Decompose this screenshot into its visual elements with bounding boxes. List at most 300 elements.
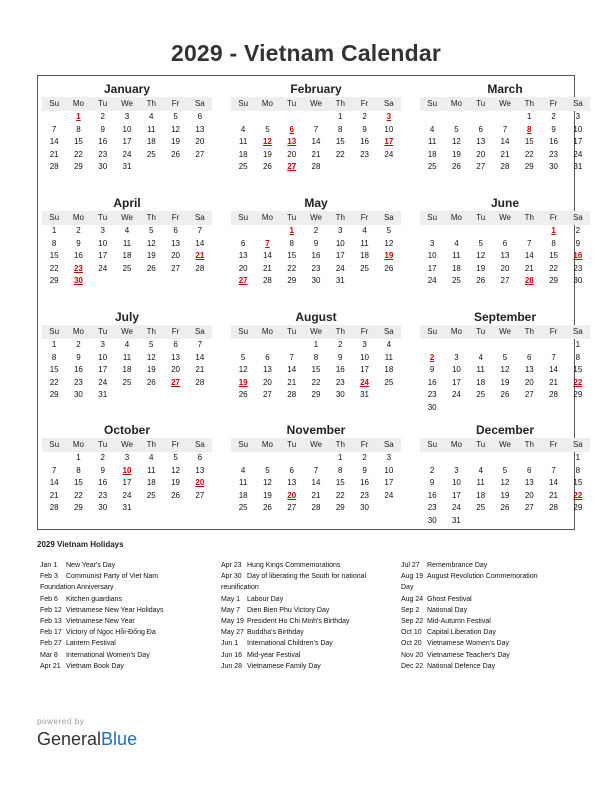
day-cell[interactable]: 11 [147,124,156,134]
day-cell[interactable]: 27 [287,162,297,171]
day-cell[interactable]: 12 [384,238,394,248]
day-cell[interactable]: 31 [360,390,370,399]
day-cell[interactable]: 25 [238,503,248,512]
day-cell[interactable]: 9 [100,124,105,134]
day-cell[interactable]: 27 [238,276,248,285]
day-cell[interactable]: 24 [360,377,370,387]
day-cell[interactable]: 12 [171,465,181,475]
day-cell[interactable]: 28 [195,263,205,273]
day-cell[interactable]: 24 [335,263,345,273]
day-cell[interactable]: 23 [73,377,83,387]
day-cell[interactable]: 11 [452,251,461,260]
day-cell[interactable]: 19 [451,149,461,159]
day-cell[interactable]: 30 [360,503,370,512]
day-cell[interactable]: 7 [313,465,319,475]
day-cell[interactable]: 11 [122,352,132,362]
day-cell[interactable]: 6 [173,340,178,349]
day-cell[interactable]: 19 [171,478,181,487]
day-cell[interactable]: 30 [98,162,108,171]
day-cell[interactable]: 21 [311,490,321,500]
day-cell[interactable]: 26 [262,503,272,512]
day-cell[interactable]: 1 [575,340,581,349]
day-cell[interactable]: 17 [98,251,108,260]
day-cell[interactable]: 16 [360,137,370,146]
day-cell[interactable]: 12 [146,238,156,248]
day-cell[interactable]: 21 [524,263,534,273]
day-cell[interactable]: 23 [360,490,370,500]
day-cell[interactable]: 22 [573,377,583,387]
day-cell[interactable]: 28 [262,276,272,285]
day-cell[interactable]: 9 [362,124,367,134]
day-cell[interactable]: 8 [527,124,532,134]
day-cell[interactable]: 28 [195,377,205,387]
day-cell[interactable]: 20 [171,365,181,374]
day-cell[interactable]: 15 [549,251,559,260]
day-cell[interactable]: 14 [549,365,559,374]
day-cell[interactable]: 5 [265,465,270,475]
day-cell[interactable]: 5 [386,226,392,235]
day-cell[interactable]: 6 [289,124,294,134]
day-cell[interactable]: 11 [476,365,485,374]
day-cell[interactable]: 8 [338,124,343,134]
day-cell[interactable]: 4 [478,465,483,475]
day-cell[interactable]: 21 [287,377,297,387]
day-cell[interactable]: 14 [311,478,321,487]
day-cell[interactable]: 27 [195,490,205,500]
day-cell[interactable]: 3 [454,352,459,362]
day-cell[interactable]: 26 [262,162,272,171]
day-cell[interactable]: 13 [238,251,248,260]
day-cell[interactable]: 27 [500,276,510,285]
day-cell[interactable]: 4 [362,226,367,235]
day-cell[interactable]: 4 [478,352,483,362]
day-cell[interactable]: 2 [362,453,367,462]
day-cell[interactable]: 7 [527,238,532,248]
day-cell[interactable]: 5 [240,352,246,362]
day-cell[interactable]: 3 [362,340,367,349]
day-cell[interactable]: 19 [238,377,248,387]
day-cell[interactable]: 30 [573,276,583,285]
day-cell[interactable]: 9 [338,352,343,362]
day-cell[interactable]: 10 [122,124,132,134]
day-cell[interactable]: 18 [476,377,486,387]
day-cell[interactable]: 12 [500,478,510,487]
day-cell[interactable]: 10 [335,238,345,248]
day-cell[interactable]: 29 [287,276,297,285]
day-cell[interactable]: 15 [524,137,534,146]
day-cell[interactable]: 17 [451,377,461,387]
day-cell[interactable]: 25 [360,263,370,273]
day-cell[interactable]: 22 [73,490,83,500]
day-cell[interactable]: 18 [122,365,132,374]
day-cell[interactable]: 8 [76,124,81,134]
day-cell[interactable]: 18 [238,490,248,500]
day-cell[interactable]: 20 [500,263,510,273]
day-cell[interactable]: 2 [338,340,343,349]
day-cell[interactable]: 11 [427,137,437,146]
day-cell[interactable]: 30 [549,162,559,171]
day-cell[interactable]: 20 [195,137,205,146]
day-cell[interactable]: 15 [49,365,59,374]
day-cell[interactable]: 26 [146,263,156,273]
day-cell[interactable]: 12 [476,251,486,260]
day-cell[interactable]: 28 [500,162,510,171]
day-cell[interactable]: 15 [287,251,297,260]
day-cell[interactable]: 25 [122,263,132,273]
day-cell[interactable]: 13 [195,465,205,475]
day-cell[interactable]: 7 [51,124,57,134]
day-cell[interactable]: 12 [238,365,248,374]
day-cell[interactable]: 9 [313,238,319,248]
day-cell[interactable]: 5 [454,124,459,134]
day-cell[interactable]: 24 [384,149,394,159]
day-cell[interactable]: 7 [551,352,556,362]
day-cell[interactable]: 16 [311,251,321,260]
day-cell[interactable]: 25 [122,377,132,387]
day-cell[interactable]: 29 [573,503,583,512]
day-cell[interactable]: 1 [338,112,343,121]
day-cell[interactable]: 17 [98,365,108,374]
day-cell[interactable]: 3 [386,453,392,462]
day-cell[interactable]: 10 [98,352,108,362]
day-cell[interactable]: 9 [429,365,435,374]
day-cell[interactable]: 2 [551,112,556,121]
day-cell[interactable]: 9 [429,478,435,487]
day-cell[interactable]: 28 [524,276,534,285]
day-cell[interactable]: 1 [51,340,57,349]
day-cell[interactable]: 23 [335,377,345,387]
day-cell[interactable]: 14 [195,238,205,248]
day-cell[interactable]: 4 [454,238,459,248]
day-cell[interactable]: 23 [427,390,437,399]
day-cell[interactable]: 12 [262,137,272,146]
day-cell[interactable]: 7 [551,465,556,475]
day-cell[interactable]: 28 [549,503,559,512]
day-cell[interactable]: 18 [360,251,370,260]
day-cell[interactable]: 2 [313,226,319,235]
day-cell[interactable]: 18 [427,149,437,159]
day-cell[interactable]: 24 [98,263,108,273]
day-cell[interactable]: 9 [575,238,581,248]
day-cell[interactable]: 30 [427,515,437,525]
day-cell[interactable]: 7 [502,124,508,134]
day-cell[interactable]: 20 [171,251,181,260]
day-cell[interactable]: 14 [195,352,205,362]
day-cell[interactable]: 19 [146,251,156,260]
day-cell[interactable]: 22 [311,377,321,387]
day-cell[interactable]: 15 [335,137,345,146]
day-cell[interactable]: 29 [335,503,345,512]
day-cell[interactable]: 23 [360,149,370,159]
day-cell[interactable]: 4 [149,112,154,121]
day-cell[interactable]: 5 [173,112,178,121]
day-cell[interactable]: 6 [265,352,270,362]
day-cell[interactable]: 12 [146,352,156,362]
day-cell[interactable]: 8 [76,465,81,475]
day-cell[interactable]: 27 [524,503,534,512]
day-cell[interactable]: 25 [146,490,156,500]
day-cell[interactable]: 10 [573,124,583,134]
day-cell[interactable]: 13 [476,137,486,146]
day-cell[interactable]: 1 [313,340,319,349]
day-cell[interactable]: 21 [195,365,205,374]
day-cell[interactable]: 14 [524,251,534,260]
day-cell[interactable]: 23 [98,490,108,500]
day-cell[interactable]: 16 [427,377,437,387]
day-cell[interactable]: 15 [573,478,583,487]
day-cell[interactable]: 16 [427,490,437,500]
day-cell[interactable]: 18 [384,365,394,374]
day-cell[interactable]: 23 [98,149,108,159]
day-cell[interactable]: 5 [149,340,154,349]
day-cell[interactable]: 8 [551,238,556,248]
day-cell[interactable]: 15 [49,251,59,260]
day-cell[interactable]: 27 [287,503,297,512]
day-cell[interactable]: 5 [265,124,270,134]
day-cell[interactable]: 3 [429,238,435,248]
day-cell[interactable]: 30 [73,390,83,399]
day-cell[interactable]: 3 [575,112,581,121]
day-cell[interactable]: 23 [573,263,583,273]
day-cell[interactable]: 4 [240,465,246,475]
day-cell[interactable]: 5 [502,352,508,362]
day-cell[interactable]: 24 [451,390,461,399]
day-cell[interactable]: 8 [575,465,581,475]
day-cell[interactable]: 16 [73,365,83,374]
day-cell[interactable]: 1 [289,226,294,235]
day-cell[interactable]: 11 [238,137,248,146]
day-cell[interactable]: 2 [76,226,81,235]
day-cell[interactable]: 27 [171,377,181,387]
day-cell[interactable]: 30 [427,402,437,412]
day-cell[interactable]: 25 [146,149,156,159]
day-cell[interactable]: 15 [335,478,345,487]
day-cell[interactable]: 15 [573,365,583,374]
day-cell[interactable]: 18 [122,251,132,260]
day-cell[interactable]: 23 [427,503,437,512]
day-cell[interactable]: 28 [287,390,297,399]
day-cell[interactable]: 13 [262,365,272,374]
day-cell[interactable]: 19 [500,377,510,387]
day-cell[interactable]: 8 [338,465,343,475]
day-cell[interactable]: 8 [289,238,294,248]
day-cell[interactable]: 26 [384,263,394,273]
day-cell[interactable]: 13 [287,478,297,487]
day-cell[interactable]: 27 [476,162,486,171]
day-cell[interactable]: 17 [573,137,583,146]
day-cell[interactable]: 11 [384,352,393,362]
day-cell[interactable]: 18 [476,490,486,500]
day-cell[interactable]: 15 [73,478,83,487]
day-cell[interactable]: 1 [338,453,343,462]
day-cell[interactable]: 4 [124,226,130,235]
day-cell[interactable]: 7 [313,124,319,134]
day-cell[interactable]: 19 [476,263,486,273]
day-cell[interactable]: 6 [478,124,483,134]
day-cell[interactable]: 14 [262,251,272,260]
day-cell[interactable]: 19 [171,137,181,146]
day-cell[interactable]: 29 [311,390,321,399]
day-cell[interactable]: 22 [524,149,534,159]
day-cell[interactable]: 18 [451,263,461,273]
day-cell[interactable]: 3 [124,112,130,121]
day-cell[interactable]: 21 [49,490,59,500]
day-cell[interactable]: 31 [451,515,461,525]
day-cell[interactable]: 17 [384,478,394,487]
day-cell[interactable]: 11 [476,478,485,487]
day-cell[interactable]: 25 [238,162,248,171]
day-cell[interactable]: 3 [454,465,459,475]
day-cell[interactable]: 17 [384,137,394,146]
day-cell[interactable]: 1 [551,226,556,235]
day-cell[interactable]: 11 [360,238,369,248]
day-cell[interactable]: 15 [311,365,321,374]
day-cell[interactable]: 21 [49,149,59,159]
day-cell[interactable]: 16 [98,137,108,146]
day-cell[interactable]: 22 [49,377,59,387]
day-cell[interactable]: 20 [262,377,272,387]
day-cell[interactable]: 26 [451,162,461,171]
day-cell[interactable]: 1 [76,112,81,121]
day-cell[interactable]: 13 [524,478,534,487]
day-cell[interactable]: 13 [500,251,510,260]
day-cell[interactable]: 6 [173,226,178,235]
day-cell[interactable]: 22 [73,149,83,159]
day-cell[interactable]: 31 [122,503,132,512]
day-cell[interactable]: 20 [524,490,534,500]
day-cell[interactable]: 10 [384,124,394,134]
day-cell[interactable]: 6 [502,238,508,248]
day-cell[interactable]: 15 [73,137,83,146]
day-cell[interactable]: 23 [549,149,559,159]
day-cell[interactable]: 20 [238,263,248,273]
day-cell[interactable]: 27 [195,149,205,159]
day-cell[interactable]: 5 [149,226,154,235]
day-cell[interactable]: 28 [311,503,321,512]
day-cell[interactable]: 19 [262,149,272,159]
day-cell[interactable]: 2 [429,465,435,475]
day-cell[interactable]: 10 [384,465,394,475]
day-cell[interactable]: 8 [313,352,319,362]
day-cell[interactable]: 22 [549,263,559,273]
day-cell[interactable]: 29 [49,276,59,285]
day-cell[interactable]: 31 [98,390,108,399]
day-cell[interactable]: 28 [49,162,59,171]
day-cell[interactable]: 8 [575,352,581,362]
day-cell[interactable]: 27 [262,390,272,399]
day-cell[interactable]: 25 [476,390,486,399]
day-cell[interactable]: 28 [49,503,59,512]
day-cell[interactable]: 24 [573,149,583,159]
day-cell[interactable]: 13 [524,365,534,374]
day-cell[interactable]: 13 [171,352,181,362]
day-cell[interactable]: 16 [335,365,345,374]
day-cell[interactable]: 29 [573,390,583,399]
day-cell[interactable]: 17 [122,137,132,146]
day-cell[interactable]: 1 [527,112,532,121]
day-cell[interactable]: 22 [287,263,297,273]
day-cell[interactable]: 24 [427,276,437,285]
day-cell[interactable]: 7 [197,340,203,349]
day-cell[interactable]: 9 [100,465,105,475]
day-cell[interactable]: 13 [171,238,181,248]
day-cell[interactable]: 30 [98,503,108,512]
day-cell[interactable]: 9 [76,352,81,362]
day-cell[interactable]: 4 [429,124,435,134]
day-cell[interactable]: 14 [287,365,297,374]
day-cell[interactable]: 11 [238,478,248,487]
day-cell[interactable]: 2 [76,340,81,349]
day-cell[interactable]: 21 [195,251,205,260]
day-cell[interactable]: 6 [289,465,294,475]
day-cell[interactable]: 4 [149,453,154,462]
day-cell[interactable]: 17 [451,490,461,500]
day-cell[interactable]: 22 [335,149,345,159]
day-cell[interactable]: 25 [476,503,486,512]
day-cell[interactable]: 17 [122,478,132,487]
day-cell[interactable]: 25 [427,162,437,171]
day-cell[interactable]: 14 [549,478,559,487]
day-cell[interactable]: 7 [289,352,294,362]
day-cell[interactable]: 12 [451,137,461,146]
day-cell[interactable]: 24 [384,490,394,500]
day-cell[interactable]: 7 [265,238,270,248]
day-cell[interactable]: 18 [146,137,156,146]
day-cell[interactable]: 27 [171,263,181,273]
day-cell[interactable]: 24 [122,490,132,500]
day-cell[interactable]: 9 [551,124,556,134]
day-cell[interactable]: 27 [524,390,534,399]
day-cell[interactable]: 26 [171,490,181,500]
day-cell[interactable]: 6 [527,352,532,362]
day-cell[interactable]: 14 [311,137,321,146]
day-cell[interactable]: 22 [335,490,345,500]
day-cell[interactable]: 10 [122,465,132,475]
day-cell[interactable]: 16 [549,137,559,146]
day-cell[interactable]: 4 [124,340,130,349]
day-cell[interactable]: 14 [49,478,59,487]
day-cell[interactable]: 14 [49,137,59,146]
day-cell[interactable]: 29 [73,162,83,171]
day-cell[interactable]: 10 [451,365,461,374]
day-cell[interactable]: 29 [49,390,59,399]
day-cell[interactable]: 16 [98,478,108,487]
day-cell[interactable]: 29 [549,276,559,285]
day-cell[interactable]: 17 [335,251,345,260]
day-cell[interactable]: 31 [122,162,132,171]
day-cell[interactable]: 12 [171,124,181,134]
day-cell[interactable]: 16 [73,251,83,260]
day-cell[interactable]: 7 [51,465,57,475]
day-cell[interactable]: 26 [146,377,156,387]
day-cell[interactable]: 6 [197,453,203,462]
day-cell[interactable]: 31 [335,276,345,285]
day-cell[interactable]: 21 [500,149,510,159]
day-cell[interactable]: 11 [122,238,132,248]
day-cell[interactable]: 18 [146,478,156,487]
day-cell[interactable]: 19 [146,365,156,374]
day-cell[interactable]: 6 [240,238,246,248]
day-cell[interactable]: 6 [527,465,532,475]
day-cell[interactable]: 28 [311,162,321,171]
day-cell[interactable]: 9 [76,238,81,248]
day-cell[interactable]: 3 [338,226,343,235]
day-cell[interactable]: 26 [500,503,510,512]
day-cell[interactable]: 11 [147,465,156,475]
day-cell[interactable]: 23 [311,263,321,273]
day-cell[interactable]: 28 [549,390,559,399]
day-cell[interactable]: 2 [100,453,105,462]
